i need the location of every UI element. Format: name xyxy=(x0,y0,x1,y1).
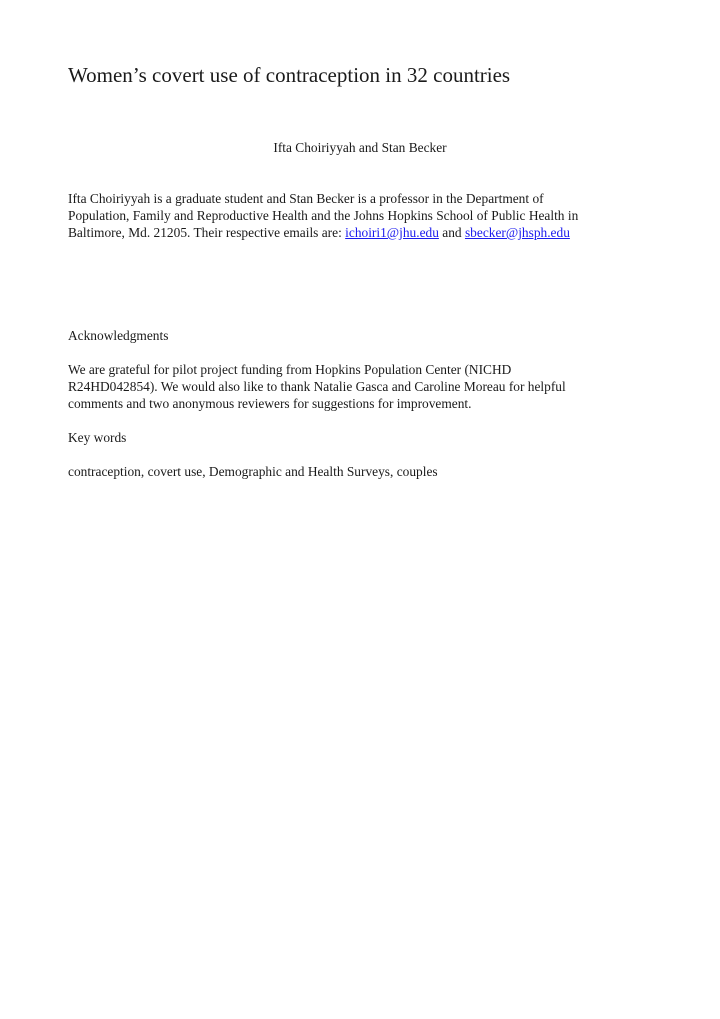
email-link-becker[interactable]: sbecker@jhsph.edu xyxy=(464,225,570,240)
email-connector: and xyxy=(438,225,465,240)
acknowledgments-line-2: R24HD042854). We would also like to thank Natalie Gasca and Caroline Moreau for helpful xyxy=(68,379,566,394)
acknowledgments-line-3: comments and two anonymous reviewers for suggestions for improvement. xyxy=(68,396,472,411)
acknowledgments-heading: Acknowledgments xyxy=(68,328,169,343)
author-line: Ifta Choiriyyah and Stan Becker xyxy=(273,140,447,155)
affiliation-line-1: Ifta Choiriyyah is a graduate student and Stan Becker is a professor in the Department of xyxy=(68,191,544,206)
acknowledgments-line-1: We are grateful for pilot project funding from Hopkins Population Center (NICHD xyxy=(68,362,512,377)
affiliation-line-3: Baltimore, Md. 21205. Their respective emails are: xyxy=(68,225,346,240)
acknowledgments-paragraph xyxy=(68,361,658,412)
affiliation-line-2: Population, Family and Reproductive Health and the Johns Hopkins School of Public Health in xyxy=(68,208,579,223)
affiliation-paragraph xyxy=(68,190,658,241)
keywords-list: contraception, covert use, Demographic and Health Surveys, couples xyxy=(68,464,438,479)
keywords-heading: Key words xyxy=(68,430,127,445)
paper-title: Women’s covert use of contraception in 32 countries xyxy=(68,63,511,87)
email-link-choiriyyah[interactable]: ichoiri1@jhu.edu xyxy=(345,225,439,240)
